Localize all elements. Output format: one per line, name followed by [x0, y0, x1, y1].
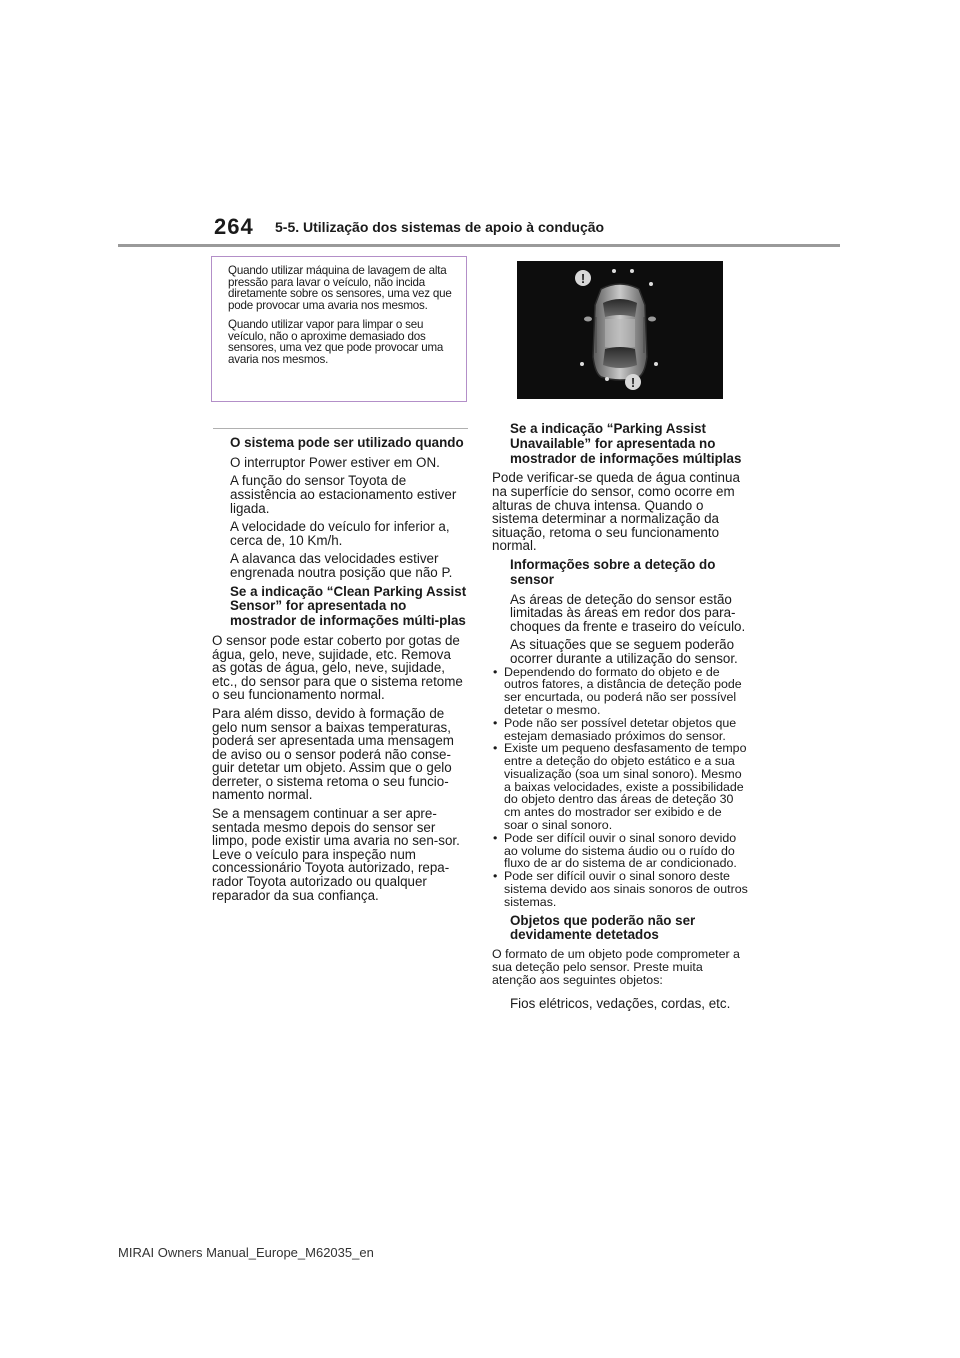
caution-box: [211, 256, 467, 402]
subheading: Se a indicação “Clean Parking Assist Sensor” for apresentada no mostrador de informações múlti-plas: [230, 583, 467, 629]
info-text: Fios elétricos, vedações, cordas, etc.: [510, 995, 731, 1011]
subheading: Informações sobre a deteção do sensor: [510, 556, 716, 587]
info-text: As situações que se seguem poderão ocorrer durante a utilização do sensor.: [510, 637, 738, 666]
body-paragraph: Se a mensagem continuar a ser apre-sentada mesmo depois do sensor ser limpo, pode existir uma avaria no sen-sor. Leve o veículo para inspeção num concessionário Toyota autorizado, repa-rador Toyota autorizado ou qualquer reparador da sua confiança.: [212, 806, 460, 903]
list-item: • Existe um pequeno desfasamento de tempo entre a deteção do objeto estático e a sua visualização (soa um sinal sonoro). Mesmo a baixas velocidades, existe a possibilidade do objeto dentro das áreas de deteção 30 cm antes do mostrador ser exibido e de soar o sinal sonoro.: [492, 742, 748, 832]
body-paragraph: O sensor pode estar coberto por gotas de água, gelo, neve, sujidade, etc. Remova as gotas de água, gelo, neve, sujidade, etc., do sensor para que o sistema retome o seu funcionamento normal.: [212, 632, 463, 703]
list-item: • Pode ser difícil ouvir o sinal sonoro devido ao volume do sistema áudio ou o ruído do fluxo de ar do sistema de ar condicionado.: [492, 832, 748, 870]
list-item: • Pode não ser possível detetar objetos que estejam demasiado próximos do sensor.: [492, 717, 748, 743]
subheading: Se a indicação “Parking Assist Unavailable” for apresentada no mostrador de informações múltiplas: [510, 421, 742, 466]
list-item: • Pode ser difícil ouvir o sinal sonoro deste sistema devido aos sinais sonoros de outros sistemas.: [492, 870, 748, 908]
body-paragraph: O formato de um objeto pode comprometer a sua deteção pelo sensor. Preste muita atenção aos seguintes objetos:: [492, 947, 740, 987]
caution-paragraph: Quando utilizar máquina de lavagem de alta pressão para lavar o veículo, não incida diretamente sobre os sensores, uma vez que pode provocar uma avaria nos mesmos.: [228, 264, 452, 312]
condition-text: A função do sensor Toyota de assistência ao estacionamento estiver ligada.: [230, 473, 457, 516]
footer-text: MIRAI Owners Manual_Europe_M62035_en: [118, 1245, 374, 1260]
subheading: O sistema pode ser utilizado quando: [230, 435, 464, 450]
caution-paragraph: Quando utilizar vapor para limpar o seu veículo, não o aproxime demasiado dos sensores, uma vez que pode provocar uma avaria nos mesmos.: [228, 318, 444, 366]
page-number: 264: [214, 214, 254, 239]
section-title: 5-5. Utilização dos sistemas de apoio à condução: [275, 219, 605, 235]
condition-text: A alavanca das velocidades estiver engrenada noutra posição que não P.: [230, 551, 453, 580]
info-text: As áreas de deteção do sensor estão limitadas às áreas em redor dos para-choques da frente e traseiro do veículo.: [510, 591, 746, 634]
header-rule: [118, 244, 840, 247]
body-paragraph: Para além disso, devido à formação de gelo num sensor a baixas temperaturas, poderá ser apresentada uma mensagem de aviso ou o sensor poderá não conse-guir detetar um objeto. Assim que o gelo derreter, o sistema retoma o seu funcio-namento normal.: [212, 705, 454, 803]
car-top-view-icon: [517, 261, 723, 399]
parking-sensor-display-figure: [517, 261, 723, 399]
left-column: [212, 436, 468, 902]
condition-text: A velocidade do veículo for inferior a, cerca de, 10 Km/h.: [230, 519, 450, 548]
condition-text: O interruptor Power estiver em ON.: [230, 454, 440, 470]
warning-mark-top: !: [580, 271, 586, 286]
body-paragraph: Pode verificar-se queda de água continua na superfície do sensor, como ocorre em alturas de chuva intensa. Quando o sistema determinar a normalização da situação, retoma o seu funcionamento normal.: [492, 470, 740, 554]
column-divider: [213, 428, 468, 429]
subheading: Objetos que poderão não ser devidamente detetados: [510, 912, 696, 943]
warning-mark-bottom: !: [630, 375, 636, 390]
right-column: [492, 422, 748, 1010]
list-item: • Dependendo do formato do objeto e de outros fatores, a distância de deteção pode ser encurtada, ou poderá não ser possível detetar o mesmo.: [492, 666, 748, 717]
bullet-list: [492, 666, 748, 909]
